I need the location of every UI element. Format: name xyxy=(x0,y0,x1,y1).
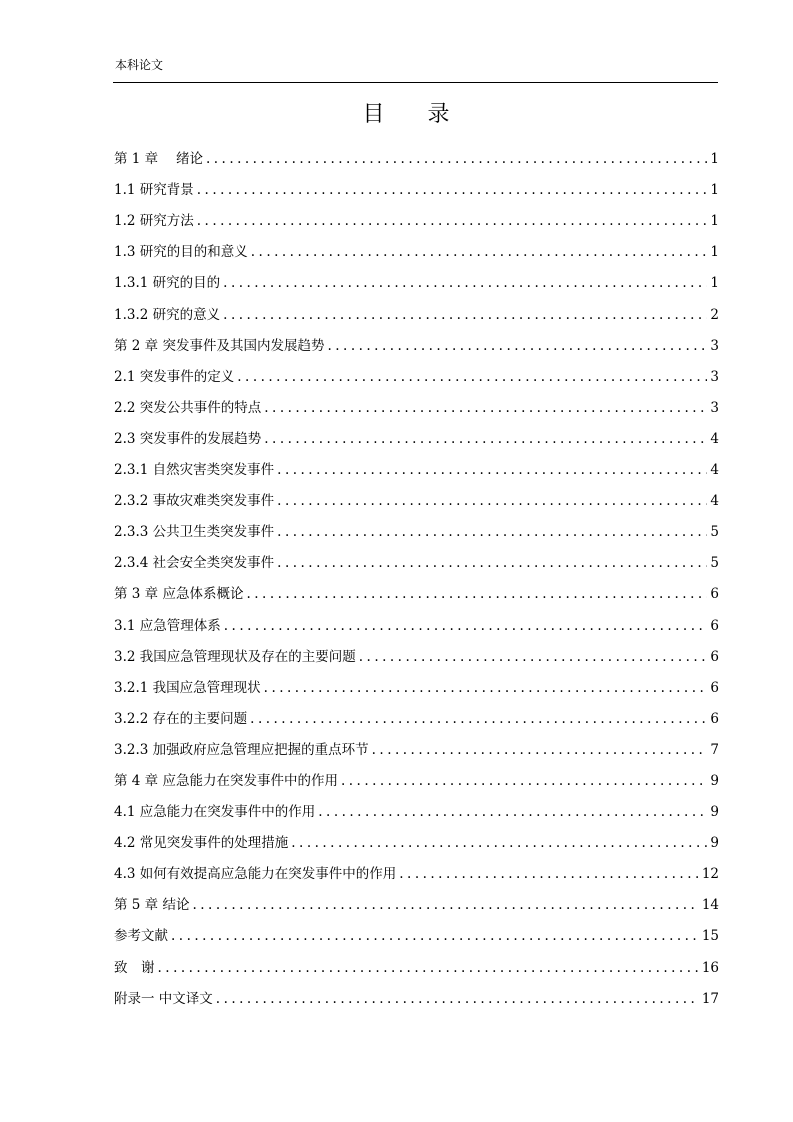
toc-entry-label: 附录一 中文译文 xyxy=(114,990,213,1007)
toc-dot-leader xyxy=(192,893,698,917)
toc-dot-leader xyxy=(341,769,707,793)
toc-entry-page-number: 1 xyxy=(710,244,719,261)
toc-title: 目 录 xyxy=(362,102,468,127)
toc-dot-leader xyxy=(264,427,707,451)
toc-entry[interactable] xyxy=(114,295,719,326)
toc-entry-page-number: 9 xyxy=(710,772,719,789)
toc-entry-page-number: 14 xyxy=(701,897,719,914)
toc-dot-leader xyxy=(223,271,707,295)
toc-entry-page-number: 5 xyxy=(710,555,719,572)
toc-dot-leader xyxy=(216,987,699,1011)
toc-entry-page-number: 1 xyxy=(710,275,719,292)
toc-entry-page-number: 6 xyxy=(710,648,719,665)
toc-entry[interactable] xyxy=(114,700,719,731)
toc-dot-leader xyxy=(277,520,707,544)
toc-entry-page-number: 4 xyxy=(710,462,719,479)
toc-entry-label: 1.3.1 研究的目的 xyxy=(114,275,221,292)
toc-entry-page-number: 3 xyxy=(710,399,719,416)
toc-entry-page-number: 16 xyxy=(701,959,719,976)
toc-dot-leader xyxy=(250,707,707,731)
toc-entry[interactable] xyxy=(114,358,719,389)
toc-dot-leader xyxy=(264,676,708,700)
toc-entry[interactable] xyxy=(114,389,719,420)
running-header: 本科论文 xyxy=(115,58,164,72)
toc-entry[interactable] xyxy=(114,824,719,855)
toc-entry[interactable] xyxy=(114,948,719,979)
toc-entry-label: 3.1 应急管理体系 xyxy=(114,617,221,634)
toc-entry-page-number: 3 xyxy=(710,337,719,354)
toc-entry-page-number: 6 xyxy=(710,679,719,696)
toc-entry-label: 2.1 突发事件的定义 xyxy=(114,368,235,385)
toc-dot-leader xyxy=(197,209,708,233)
toc-entry[interactable] xyxy=(114,669,719,700)
toc-entry[interactable] xyxy=(114,575,719,606)
toc-dot-leader xyxy=(399,862,699,886)
toc-entry-label: 3.2.2 存在的主要问题 xyxy=(114,710,248,727)
toc-dot-leader xyxy=(277,489,707,513)
toc-entry[interactable] xyxy=(114,482,719,513)
toc-entry[interactable] xyxy=(114,544,719,575)
toc-entry-page-number: 9 xyxy=(710,835,719,852)
toc-dot-leader xyxy=(277,551,707,575)
toc-entry-label: 第 2 章 突发事件及其国内发展趋势 xyxy=(114,337,325,354)
toc-entry[interactable] xyxy=(114,638,719,669)
toc-entry-label: 1.3.2 研究的意义 xyxy=(114,306,221,323)
toc-dot-leader xyxy=(318,800,707,824)
toc-entry-page-number: 6 xyxy=(710,586,719,603)
toc-entry-label: 致 谢 xyxy=(114,959,155,976)
toc-dot-leader xyxy=(359,645,708,669)
toc-entry[interactable] xyxy=(114,264,719,295)
toc-entry-page-number: 1 xyxy=(710,151,719,168)
toc-entry-page-number: 9 xyxy=(710,804,719,821)
toc-dot-leader xyxy=(197,178,708,202)
toc-entry-page-number: 6 xyxy=(710,617,719,634)
toc-entry-label: 3.2 我国应急管理现状及存在的主要问题 xyxy=(114,648,356,665)
header-divider xyxy=(113,82,718,83)
toc-entry-page-number: 12 xyxy=(701,866,719,883)
toc-entry-label: 1.2 研究方法 xyxy=(114,213,194,230)
toc-entry-label: 3.2.3 加强政府应急管理应把握的重点环节 xyxy=(114,741,369,758)
toc-dot-leader xyxy=(158,956,699,980)
toc-entry-label: 2.3.4 社会安全类突发事件 xyxy=(114,555,275,572)
toc-entry-label: 3.2.1 我国应急管理现状 xyxy=(114,679,261,696)
toc-entry-page-number: 3 xyxy=(710,368,719,385)
toc-dot-leader xyxy=(327,334,707,358)
toc-entry-page-number: 1 xyxy=(710,182,719,199)
toc-entry-label: 4.1 应急能力在突发事件中的作用 xyxy=(114,804,316,821)
toc-entry[interactable] xyxy=(114,420,719,451)
toc-dot-leader xyxy=(246,582,707,606)
toc-entry-label: 1.3 研究的目的和意义 xyxy=(114,244,248,261)
toc-entry[interactable] xyxy=(114,886,719,917)
toc-entry-label: 4.3 如何有效提高应急能力在突发事件中的作用 xyxy=(114,866,397,883)
toc-entry-label: 2.3 突发事件的发展趋势 xyxy=(114,430,262,447)
toc-entry[interactable] xyxy=(114,171,719,202)
toc-entry[interactable] xyxy=(114,762,719,793)
toc-entry-label: 4.2 常见突发事件的处理措施 xyxy=(114,835,289,852)
toc-entry-page-number: 6 xyxy=(710,710,719,727)
table-of-contents xyxy=(114,140,719,1011)
toc-entry-page-number: 4 xyxy=(710,430,719,447)
toc-dot-leader xyxy=(237,365,707,389)
toc-entry[interactable] xyxy=(114,731,719,762)
toc-entry-page-number: 15 xyxy=(701,928,719,945)
toc-entry-label: 2.3.1 自然灾害类突发事件 xyxy=(114,462,275,479)
toc-entry-page-number: 17 xyxy=(701,990,719,1007)
toc-entry-page-number: 7 xyxy=(710,741,719,758)
toc-entry[interactable] xyxy=(114,793,719,824)
toc-entry[interactable] xyxy=(114,855,719,886)
toc-entry-page-number: 1 xyxy=(710,213,719,230)
toc-entry-label: 2.3.3 公共卫生类突发事件 xyxy=(114,524,275,541)
toc-dot-leader xyxy=(264,396,707,420)
toc-entry[interactable] xyxy=(114,140,719,171)
toc-dot-leader xyxy=(277,458,707,482)
toc-dot-leader xyxy=(372,738,708,762)
toc-dot-leader xyxy=(171,924,699,948)
toc-entry[interactable] xyxy=(114,327,719,358)
toc-dot-leader xyxy=(223,303,707,327)
toc-entry-label: 第 3 章 应急体系概论 xyxy=(114,586,244,603)
toc-entry[interactable] xyxy=(114,202,719,233)
toc-dot-leader xyxy=(291,831,707,855)
toc-entry-page-number: 4 xyxy=(710,493,719,510)
toc-entry[interactable] xyxy=(114,980,719,1011)
toc-entry[interactable] xyxy=(114,451,719,482)
toc-entry-label: 第 1 章 绪论 xyxy=(114,151,203,168)
toc-entry-label: 第 4 章 应急能力在突发事件中的作用 xyxy=(114,772,338,789)
toc-entry-label: 2.3.2 事故灾难类突发事件 xyxy=(114,493,275,510)
toc-entry-label: 2.2 突发公共事件的特点 xyxy=(114,399,262,416)
toc-entry-label: 第 5 章 结论 xyxy=(114,897,190,914)
toc-entry[interactable] xyxy=(114,233,719,264)
toc-entry-label: 1.1 研究背景 xyxy=(114,182,194,199)
toc-dot-leader xyxy=(224,614,708,638)
toc-entry[interactable] xyxy=(114,513,719,544)
toc-entry[interactable] xyxy=(114,606,719,637)
toc-entry-page-number: 5 xyxy=(710,524,719,541)
toc-entry[interactable] xyxy=(114,917,719,948)
toc-dot-leader xyxy=(206,147,707,171)
toc-dot-leader xyxy=(251,240,708,264)
toc-entry-label: 参考文献 xyxy=(114,928,168,945)
toc-entry-page-number: 2 xyxy=(710,306,719,323)
